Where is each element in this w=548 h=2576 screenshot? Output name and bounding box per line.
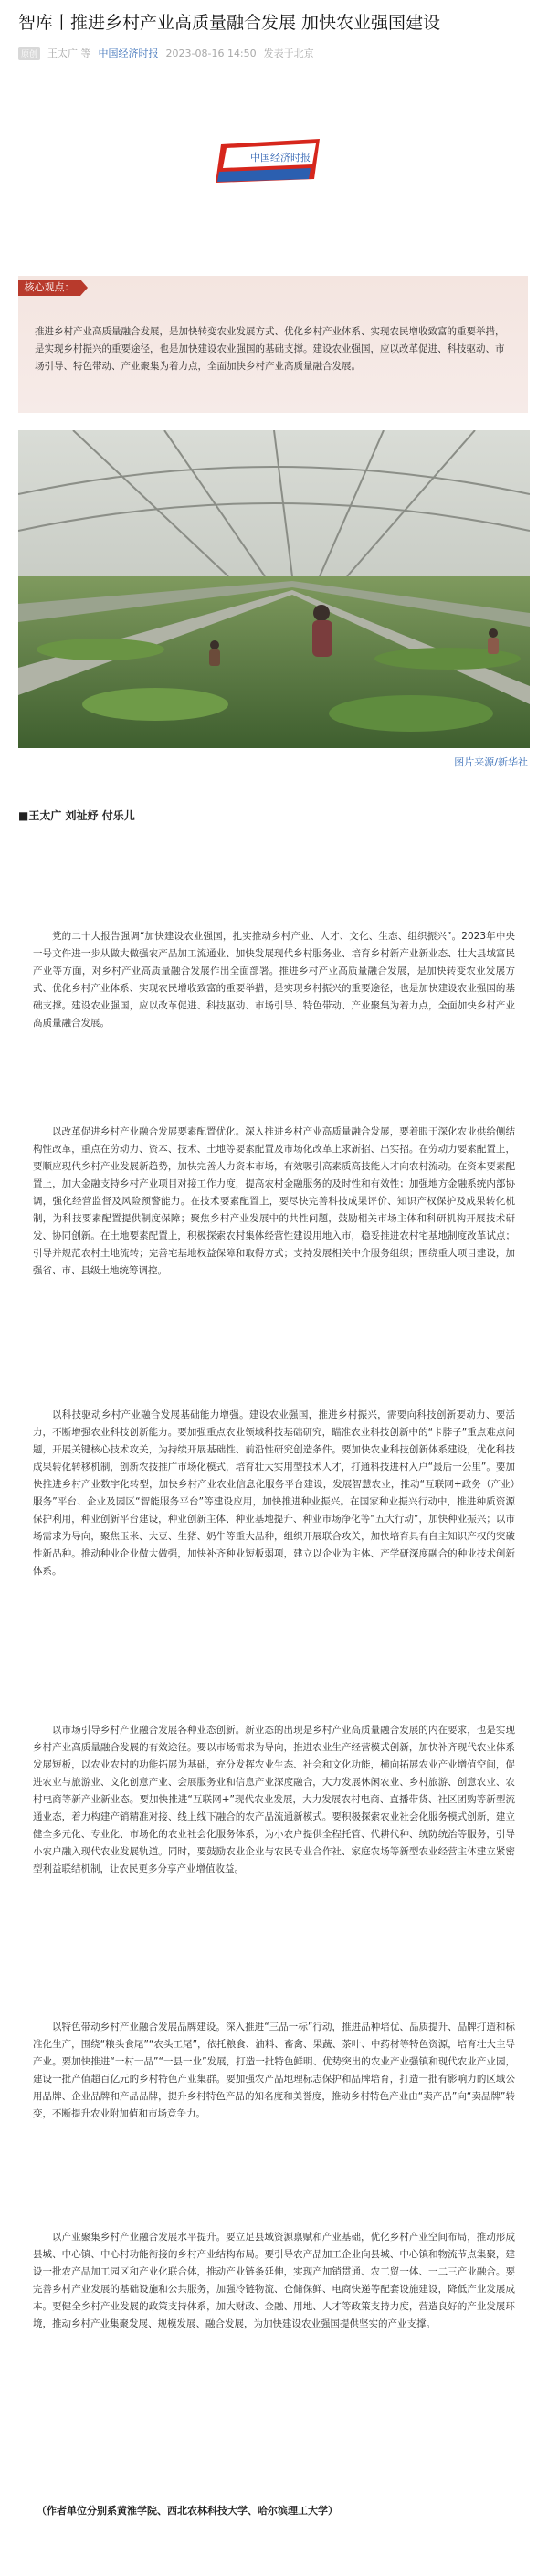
article-meta: [18, 46, 314, 60]
author-affiliations: （作者单位分别系黄淮学院、西北农林科技大学、哈尔滨理工大学）: [37, 2505, 338, 2517]
publish-datetime: 2023-08-16 14:50: [165, 47, 257, 59]
core-viewpoint-box: [18, 276, 528, 413]
paragraph-intro: 党的二十大报告强调“加快建设农业强国，扎实推动乡村产业、人才、文化、生态、组织振兴”。2023年中央一号文件进一步从做大做强农产品加工流通业、加快发展现代乡村服务业、培育乡村新产业新业态、壮大县域富民产业等方面，对乡村产业高质量融合发展作出全面部署。推进乡村产业高质量融合发展，是加快转变农业发展方式、优化乡村产业体系、实现农民增收致富的重要举措，是实现乡村振兴的重要途径，也是加快建设农业强国的基础支撑。建设农业强国，应以改革促进、科技驱动、市场引导、特色带动、产业聚集为着力点，全面加快乡村产业高质量融合发展。: [33, 931, 515, 1029]
publish-location: 发表于北京: [263, 48, 314, 59]
paragraph-technology: 以科技驱动乡村产业融合发展基础能力增强。建设农业强国，推进乡村振兴，需要向科技创新要动力、要活力，不断增强农业科技创新能力。要加强重点农业领域科技基础研究，瞄准农业科技创新中的“卡脖子”重点难点问题，开展关键核心技术攻关，为持续开展基础性、前沿性研究创造条件。要加快农业科技创新体系建设，优化科技成果转化转移机制，创新农技推广市场化模式，培育壮大实用型技术人才，打通科技进村入户“最后一公里”。要加快推进乡村产业数字化转型，加快乡村产业农业信息化服务平台建设，发展智慧农业，推动“互联网+政务（产业）服务”平台、企业及园区“智能服务平台”等建设应用，加快推进种业振兴。在国家种业振兴行动中，推进种质资源保护利用，种业创新平台建设，种业创新主体、种业基地提升、种业市场净化等“五大行动”，加快种业振兴；以市场需求为导向，聚焦玉米、大豆、生猪、奶牛等重大品种，组织开展联合攻关，加快培育具有自主知识产权的突破性新品种。推动种业企业做大做强，加快补齐种业短板弱项，建立以企业为主体、产学研深度融合的种业技术创新体系。: [33, 1409, 515, 1577]
author-names: 王太广 等: [47, 48, 91, 59]
logo-text: 中国经济时报: [250, 152, 311, 164]
article-byline: ■王太广 刘祉妤 付乐儿: [18, 809, 135, 822]
core-viewpoint-text: 推进乡村产业高质量融合发展，是加快转变农业发展方式、优化乡村产业体系、实现农民增收致富的重要举措，是实现乡村振兴的重要途径，也是加快建设农业强国的基础支撑。建设农业强国，应以改革促进、科技驱动、市场引导、特色带动、产业聚集为着力点，全面加快乡村产业高质量融合发展。: [35, 326, 505, 372]
greenhouse-illustration: [18, 430, 530, 748]
article-title: 智库丨推进乡村产业高质量融合发展 加快农业强国建设: [18, 13, 441, 33]
paragraph-market: 以市场引导乡村产业融合发展各种业态创新。新业态的出现是乡村产业高质量融合发展的内在要求，也是实现乡村产业高质量融合发展的有效途径。要以市场需求为导向，推进农业生产经营模式创新，加快补齐现代农业体系发展短板，以农业农村的功能拓展为基础，充分发挥农业生态、社会和文化功能，横向拓展农业产业增值空间，促进农业与旅游业、文化创意产业、会展服务业和信息产业深度融合，大力发展休闲农业、乡村旅游、创意农业、农村电商等新产业新业态。要加快推进“互联网+”现代农业发展，大力发展农村电商、直播带货、社区团购等新型流通业态，着力构建产销精准对接、线上线下融合的农产品流通新模式。要积极探索农业社会化服务模式创新，建立健全多元化、专业化、市场化的农业社会化服务体系，为小农户提供全程托管、代耕代种、统防统治等服务，引导小农户融入现代农业发展轨道。同时，要鼓励农业企业与农民专业合作社、家庭农场等新型农业经营主体建立紧密型利益联结机制，让农民更多分享产业增值收益。: [33, 1725, 515, 1874]
original-badge: 原创: [18, 47, 40, 60]
greenhouse-photo: [18, 430, 530, 748]
core-viewpoint-label: 核心观点：: [18, 280, 80, 296]
paragraph-aggregation: 以产业聚集乡村产业融合发展水平提升。要立足县域资源禀赋和产业基础，优化乡村产业空间布局，推动形成县城、中心镇、中心村功能衔接的乡村产业结构布局。要引导农产品加工企业向县城、中心镇和物流节点集聚，建设一批农产品加工园区和产业化联合体，推动产业链条延伸，实现产加销贯通、农工贸一体、一二三产业融合。要完善乡村产业发展的基础设施和公共服务，加强冷链物流、仓储保鲜、电商快递等配套设施建设，降低产业发展成本。要健全乡村产业发展的政策支持体系，加大财政、金融、用地、人才等政策支持力度，营造良好的产业发展环境，推动乡村产业集聚发展、规模发展、融合发展，为加快建设农业强国提供坚实的产业支撑。: [33, 2232, 515, 2329]
paragraph-specialty: 以特色带动乡村产业融合发展品牌建设。深入推进“三品一标”行动，推进品种培优、品质提升、品牌打造和标准化生产，围绕“粮头食尾”“农头工尾”，依托粮食、油料、畜禽、果蔬、茶叶、中药材等特色资源，培育壮大主导产业。要加快推进“一村一品”“一县一业”发展，打造一批特色鲜明、优势突出的农业产业强镇和现代农业产业园，建设一批产值超百亿元的乡村特色产业集群。要加强农产品地理标志保护和品牌培育，打造一批有影响力的区域公用品牌、企业品牌和产品品牌，提升乡村特色产品的知名度和美誉度，推动乡村特色产业由“卖产品”向“卖品牌”转变，不断提升农业附加值和市场竞争力。: [33, 2022, 515, 2119]
source-link[interactable]: 中国经济时报: [98, 48, 159, 59]
newspaper-logo: [208, 126, 325, 192]
paragraph-reform: 以改革促进乡村产业融合发展要素配置优化。深入推进乡村产业高质量融合发展，要着眼于深化农业供给侧结构性改革，重点在劳动力、资本、技术、土地等要素配置及市场化改革上求新招、出实招。在劳动力要素配置上，要顺应现代乡村产业发展新趋势，加快完善人力资本市场，有效吸引高素质高技能人才向农村流动。在资本要素配置上，加大金融支持乡村产业项目对接工作力度，提高农村金融服务的及时性和有效性；加强地方金融系统内部协调，强化经营监督及风险预警能力。在技术要素配置上，要尽快完善科技成果评价、知识产权保护及成果转化机制，为科技要素配置提供制度保障；聚焦乡村产业发展中的共性问题，鼓励相关市场主体和科研机构开展技术研发、协同创新。在土地要素配置上，积极探索农村集体经营性建设用地入市，稳妥推进农村宅基地制度改革试点；引导并规范农村土地流转；完善宅基地权益保障和取得方式；支持发展相关中介服务组织；围绕重大项目建设，加强省、市、县级土地统筹调控。: [33, 1126, 515, 1276]
photo-caption: 图片来源/新华社: [454, 756, 528, 768]
